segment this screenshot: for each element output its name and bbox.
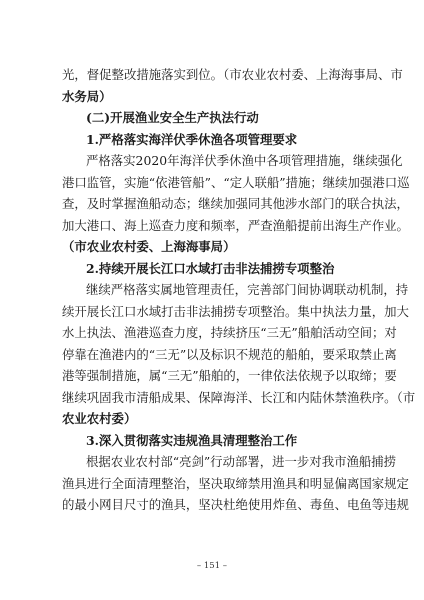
- text-line: 港口监管，实施“依港管船”、“定人联船”措施；继续加强港口巡: [62, 174, 410, 190]
- text-line: 续开展长江口水域打击非法捕捞专项整治。集中执法力量，加大: [62, 303, 409, 319]
- text-line: 查，及时掌握渔船动态；继续加强同其他涉水部门的联合执法，: [62, 196, 409, 211]
- text-line: 港等强制措施，属“三无”船舶的，一律依法依规予以取缔；要: [62, 368, 397, 383]
- text-line: 严格落实2020年海洋伏季休渔中各项管理措施，继续强化: [86, 153, 403, 168]
- text-line: 继续巩固我市清船成果、保障海洋、长江和内陆休禁渔秩序。（市: [62, 389, 416, 405]
- text-line: 停靠在渔港内的“三无”以及标识不规范的船舶，要采取禁止离: [62, 346, 397, 362]
- text-line: 根据农业农村部“亮剑”行动部署，进一步对我市渔船捕捞: [86, 454, 397, 469]
- section-heading: (二)开展渔业安全生产执法行动: [86, 110, 259, 125]
- text-line: 农业农村委）: [62, 411, 137, 426]
- text-line: 加大港口、海上巡查力度和频率，严查渔船提前出海生产作业。: [62, 217, 409, 233]
- section-heading: 3.深入贯彻落实违规渔具清理整治工作: [86, 432, 298, 448]
- text-line: 水上执法、渔港巡查力度，持续挤压“三无”船舶活动空间；对: [62, 325, 397, 340]
- text-line: 继续严格落实属地管理责任，完善部门间协调联动机制，持: [86, 282, 409, 297]
- section-heading: 2.持续开展长江口水域打击非法捕捞专项整治: [86, 260, 335, 276]
- section-heading: 1.严格落实海洋伏季休渔各项管理要求: [86, 131, 298, 147]
- text-line: （市农业农村委、上海海事局）: [62, 239, 236, 254]
- text-line: 光，督促整改措施落实到位。（市农业农村委、上海海事局、市: [62, 67, 403, 82]
- text-line: 渔具进行全面清理整治，坚决取缔禁用渔具和明显偏离国家规定: [62, 475, 409, 491]
- text-line: 水务局）: [62, 88, 112, 104]
- body-text: [62, 64, 416, 516]
- page-number: – 151 –: [196, 561, 228, 571]
- text-line: 的最小网目尺寸的渔具，坚决杜绝使用炸鱼、毒鱼、电鱼等违规: [62, 497, 409, 512]
